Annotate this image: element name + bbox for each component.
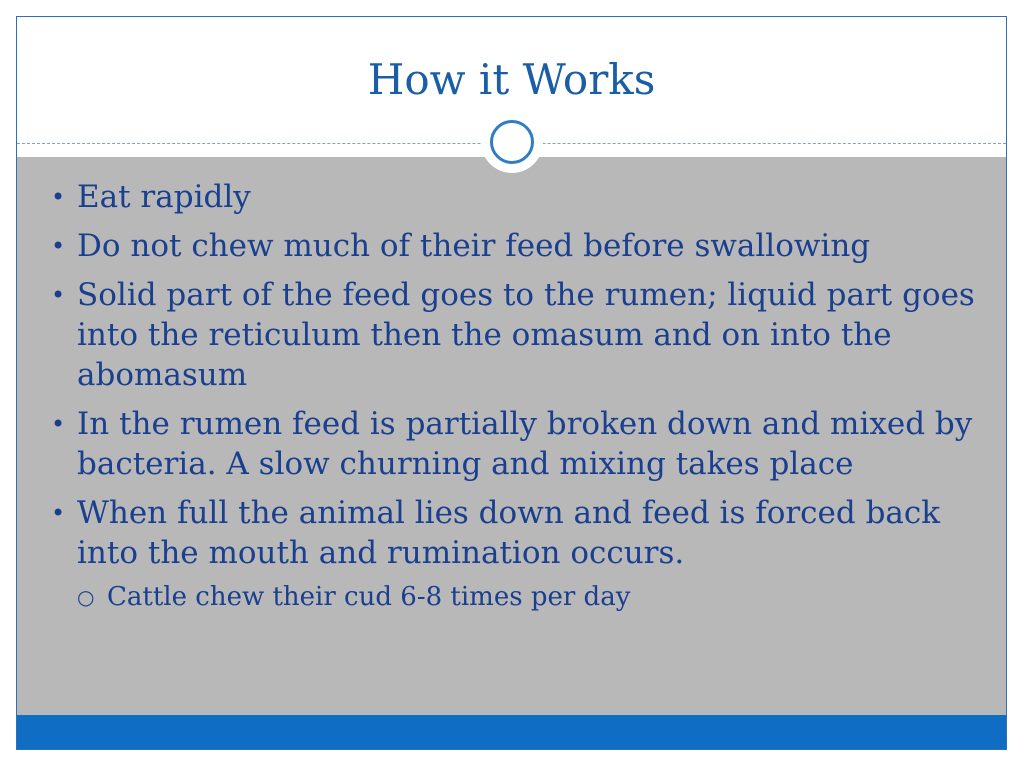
- bullet-icon: •: [51, 410, 66, 438]
- bullet-text: In the rumen feed is partially broken down and mixed by bacteria. A slow churning and mixing takes place: [77, 406, 973, 482]
- hollow-circle-icon: ○: [77, 585, 95, 609]
- bullet-item: [47, 226, 987, 266]
- bullet-icon: •: [51, 183, 66, 211]
- footer-bar: [17, 715, 1006, 749]
- bullet-item: [47, 177, 987, 217]
- bullet-icon: •: [51, 232, 66, 260]
- bullet-icon: •: [51, 281, 66, 309]
- bullet-icon: •: [51, 499, 66, 527]
- bullet-item: [47, 275, 987, 395]
- bullet-item: [47, 404, 987, 484]
- ring-icon: [490, 120, 534, 164]
- bullet-item: [47, 493, 987, 573]
- bullet-text: When full the animal lies down and feed is forced back into the mouth and rumination occurs.: [77, 495, 941, 571]
- sub-bullet-text: Cattle chew their cud 6-8 times per day: [107, 582, 631, 612]
- sub-bullet-item: [47, 579, 987, 615]
- slide: [16, 16, 1007, 750]
- bullet-list: [47, 177, 987, 615]
- slide-title: How it Works: [367, 55, 656, 104]
- bullet-text: Eat rapidly: [77, 179, 251, 215]
- bullet-text: Solid part of the feed goes to the rumen; liquid part goes into the reticulum then the omasum and on into the abomasum: [77, 277, 975, 393]
- bullet-text: Do not chew much of their feed before swallowing: [77, 228, 871, 264]
- circle-ornament-icon: [481, 111, 543, 173]
